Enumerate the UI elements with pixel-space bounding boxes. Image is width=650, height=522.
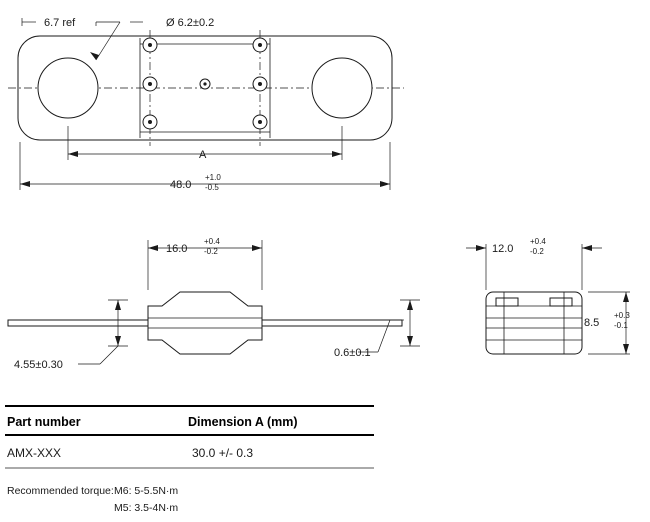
spec-table	[5, 406, 374, 468]
overall-tol-plus: +1.0	[205, 173, 221, 182]
table-cell-part-number: AMX-XXX	[7, 446, 62, 460]
right-mounting-hole	[312, 58, 372, 118]
end-view-tab-left	[496, 298, 518, 306]
end-height-label: 8.5	[584, 317, 600, 329]
end-width-label: 12.0	[492, 243, 514, 255]
ref-dim-label: 6.7 ref	[44, 17, 76, 29]
end-height-tol-plus: +0.3	[614, 311, 630, 320]
center-width-tol-minus: -0.2	[204, 247, 218, 256]
side-view	[8, 237, 420, 371]
torque-line-2: M5: 3.5-4N·m	[114, 502, 179, 514]
torque-label: Recommended torque:	[7, 485, 114, 497]
torque-line-1: M6: 5-5.5N·m	[114, 485, 179, 497]
dim-a-label: A	[199, 149, 207, 161]
end-width-tol-plus: +0.4	[530, 237, 546, 246]
table-cell-dimension-a: 30.0 +/- 0.3	[192, 446, 254, 460]
overall-length-label: 48.0	[170, 179, 192, 191]
center-width-tol-plus: +0.4	[204, 237, 220, 246]
top-view	[8, 17, 404, 192]
end-width-tol-minus: -0.2	[530, 247, 544, 256]
end-view-tab-right	[550, 298, 572, 306]
center-hole-dot	[203, 82, 206, 85]
right-strap	[262, 320, 402, 326]
table-header-part-number: Part number	[7, 415, 81, 429]
end-view	[466, 237, 630, 354]
overall-tol-minus: -0.5	[205, 183, 219, 192]
center-body-profile	[148, 292, 262, 354]
thickness-label: 0.6±0.1	[334, 347, 371, 359]
center-width-label: 16.0	[166, 243, 188, 255]
left-mounting-hole	[38, 58, 98, 118]
overall-height-label: 4.55±0.30	[14, 359, 63, 371]
end-height-tol-minus: -0.1	[614, 321, 628, 330]
notes-block	[7, 485, 178, 514]
height455-leader	[100, 346, 118, 364]
table-header-dimension-a: Dimension A (mm)	[188, 415, 298, 429]
left-strap	[8, 320, 148, 326]
hole-dia-label: Ø 6.2±0.2	[166, 17, 215, 29]
